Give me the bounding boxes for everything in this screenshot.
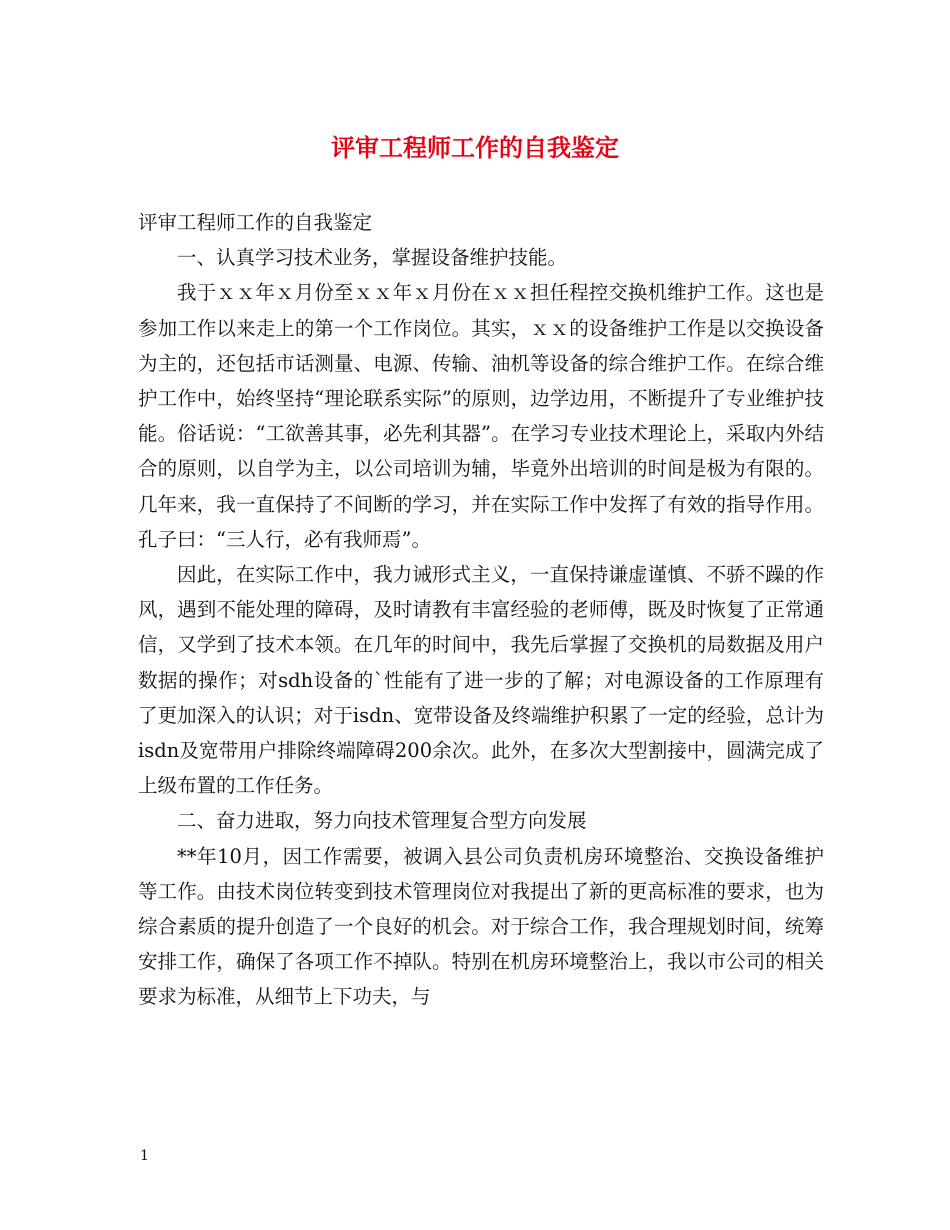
document-title: 评审工程师工作的自我鉴定 — [331, 133, 619, 162]
section-heading-2: 二、奋力进取，努力向技术管理复合型方向发展 — [177, 809, 587, 833]
paragraph-subtitle: 评审工程师工作的自我鉴定 — [138, 211, 373, 234]
document-body — [138, 205, 824, 1015]
page-number: 1 — [140, 1148, 149, 1164]
section-heading-1: 一、认真学习技术业务，掌握设备维护技能。 — [177, 246, 568, 270]
paragraph: 因此，在实际工作中，我力诫形式主义，一直保持谦虚谨慎、不骄不躁的作风，遇到不能处理的障碍，及时请教有丰富经验的老师傅，既及时恢复了正常通信，又学到了技术本领。在几年的时间中，我先后掌握了交换机的局数据及用户数据的操作；对sdh设备的`性能有了进一步的了解；对电源设备的工作原理有了更加深入的认识；对于isdn、宽带设备及终端维护积累了一定的经验，总计为isdn及宽带用户排除终端障碍200余次。此外，在多次大型割接中，圆满完成了上级布置的工作任务。 — [138, 563, 824, 798]
paragraph: **年10月，因工作需要，被调入县公司负责机房环境整治、交换设备维护等工作。由技术岗位转变到技术管理岗位对我提出了新的更高标准的要求，也为综合素质的提升创造了一个良好的机会。对于综合工作，我合理规划时间，统筹安排工作，确保了各项工作不掉队。特别在机房环境整治上，我以市公司的相关要求为标准，从细节上下功夫，与 — [138, 844, 824, 1009]
paragraph: 我于ｘｘ年ｘ月份至ｘｘ年ｘ月份在ｘｘ担任程控交换机维护工作。这也是参加工作以来走上的第一个工作岗位。其实，ｘｘ的设备维护工作是以交换设备为主的，还包括市话测量、电源、传输、油机等设备的综合维护工作。在综合维护工作中，始终坚持“理论联系实际”的原则，边学边用，不断提升了专业维护技能。俗话说：“工欲善其事，必先利其器”。在学习专业技术理论上，采取内外结合的原则，以自学为主，以公司培训为辅，毕竟外出培训的时间是极为有限的。几年来，我一直保持了不间断的学习，并在实际工作中发挥了有效的指导作用。孔子曰：“三人行，必有我师焉”。 — [138, 281, 824, 551]
